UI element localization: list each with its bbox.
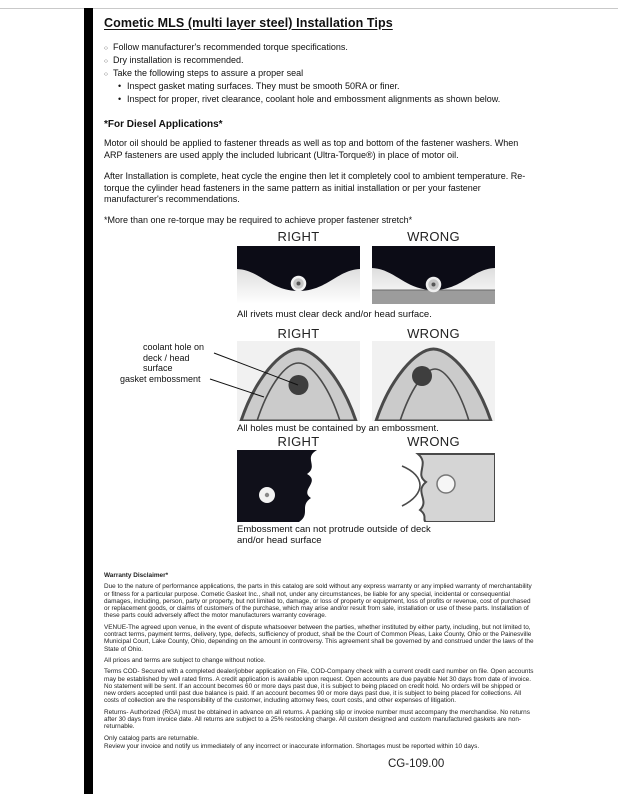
- tip-item: ○ Take the following steps to assure a proper seal: [104, 67, 536, 80]
- retorque-note: *More than one re-torque may be required to achieve proper fastener stretch*: [104, 214, 413, 225]
- legal-paragraph: Review your invoice and notify us immediately of any incorrect or inaccurate information. Shortages must be reported within 10 days.: [104, 742, 480, 750]
- tips-list: [104, 41, 536, 106]
- diesel-heading: *For Diesel Applications*: [104, 119, 223, 130]
- legal-paragraph: VENUE-The agreed upon venue, in the event of dispute whatsoever between the parties, whether instituted by either party, including, but not limited to, contract terms, payment terms, delivery, type, defects, sufficiency of product, shall be the Court of Common Pleas, Lake County, Ohio or the Painesville Municipal Court, Lake County, Ohio, depending on the amount in controversy. This agreement shall be governed by and construed under the laws of the State of Ohio.: [104, 623, 534, 653]
- legal-paragraph: Returns- Authorized (RGA) must be obtained in advance on all returns. A packing slip or invoice number must accompany the merchandise. No returns after 30 days from invoice date. All returns are subject to a 25% restocking charge. All custom designed and custom manufactured gaskets are non-returnable.: [104, 708, 530, 731]
- row1-caption: All rivets must clear deck and/or head surface.: [237, 309, 432, 320]
- intro-section: [104, 16, 536, 226]
- row2-right-label: RIGHT: [277, 326, 320, 341]
- legal-paragraph: All prices and terms are subject to change without notice.: [104, 656, 266, 664]
- row1-wrong-label: WRONG: [407, 229, 460, 244]
- page-code: CG-109.00: [388, 758, 445, 770]
- gasket-embossment-label: gasket embossment: [120, 374, 201, 384]
- binding-edge-bar: [84, 8, 93, 794]
- tip-sub-item: • Inspect for proper, rivet clearance, coolant hole and embossment alignments as shown below.: [118, 93, 536, 106]
- page-title: Cometic MLS (multi layer steel) Installation Tips: [104, 16, 393, 30]
- row3-right-label: RIGHT: [277, 434, 320, 449]
- legal-section: [104, 572, 534, 754]
- tip-item: ○ Follow manufacturer's recommended torque specifications.: [104, 41, 536, 54]
- row3-caption: Embossment can not protrude outside of deck and/or head surface: [237, 524, 431, 546]
- rivet-right-diagram: [237, 246, 360, 309]
- embossment-right-diagram: [237, 450, 360, 527]
- embossment-wrong-diagram: [372, 450, 495, 527]
- annotation-pointer-lines: [208, 345, 306, 405]
- row1-right-label: RIGHT: [277, 229, 320, 244]
- coolant-hole-label: coolant hole on deck / head surface: [143, 342, 205, 373]
- coolant-hole-wrong-diagram: [372, 341, 495, 426]
- legal-paragraph: Terms COD- Secured with a completed dealer/jobber application on File, COD-Company check with a current credit card number on file. Open accounts may be established by well rated firms. A credit application is available upon request. Open accounts are due payable Net 30 days from date of invoice. No statement will be sent. If an account becomes 60 or more days past due, it is subject to being placed on credit hold. No orders will be shipped or new orders accepted until past due balance is paid. If an account becomes 90 or more days past due, it is subject to being placed for collections. All costs of collection are the responsibility of the customer, including attorney fees, court costs, and other expenses of litigation.: [104, 668, 534, 705]
- row2-wrong-label: WRONG: [407, 326, 460, 341]
- rivet-wrong-diagram: [372, 246, 495, 309]
- tip-item: ○ Dry installation is recommended.: [104, 54, 536, 67]
- legal-paragraph: Only catalog parts are returnable.: [104, 734, 199, 742]
- row2-caption: All holes must be contained by an embossment.: [237, 423, 439, 434]
- row3-wrong-label: WRONG: [407, 434, 460, 449]
- diesel-paragraph-1: Motor oil should be applied to fastener threads as well as top and bottom of the fastener washers. When ARP fasteners are used apply the included lubricant (Ultra-Torque®) in place of motor oil.: [104, 138, 519, 160]
- legal-paragraph: Due to the nature of performance applications, the parts in this catalog are sold without any express warranty or any implied warranty of merchantability or fitness for a particular purpose. Cometic Gasket Inc., shall not, under any circumstances, be liable for any special, incidental or consequential damages, including, person, party or property, but not limited to, damage, or loss of property or equipment, loss of profits or revenue, cost of purchased or replacement goods, or claims of customers of the purchase, which may arise and/or result from sale, installation or use of these parts. Installation of these parts could adversely affect the motor manufacturers warranty coverage.: [104, 583, 532, 620]
- warranty-disclaimer-heading: Warranty Disclaimer*: [104, 572, 169, 579]
- diesel-paragraph-2: After Installation is complete, heat cycle the engine then let it completely cool to ambient temperature. Re-torque the cylinder head fasteners in the same pattern as initial installation or per your fastener manufacturer's recommendations.: [104, 171, 526, 204]
- tip-sub-item: • Inspect gasket mating surfaces. They must be smooth 50RA or finer.: [118, 80, 536, 93]
